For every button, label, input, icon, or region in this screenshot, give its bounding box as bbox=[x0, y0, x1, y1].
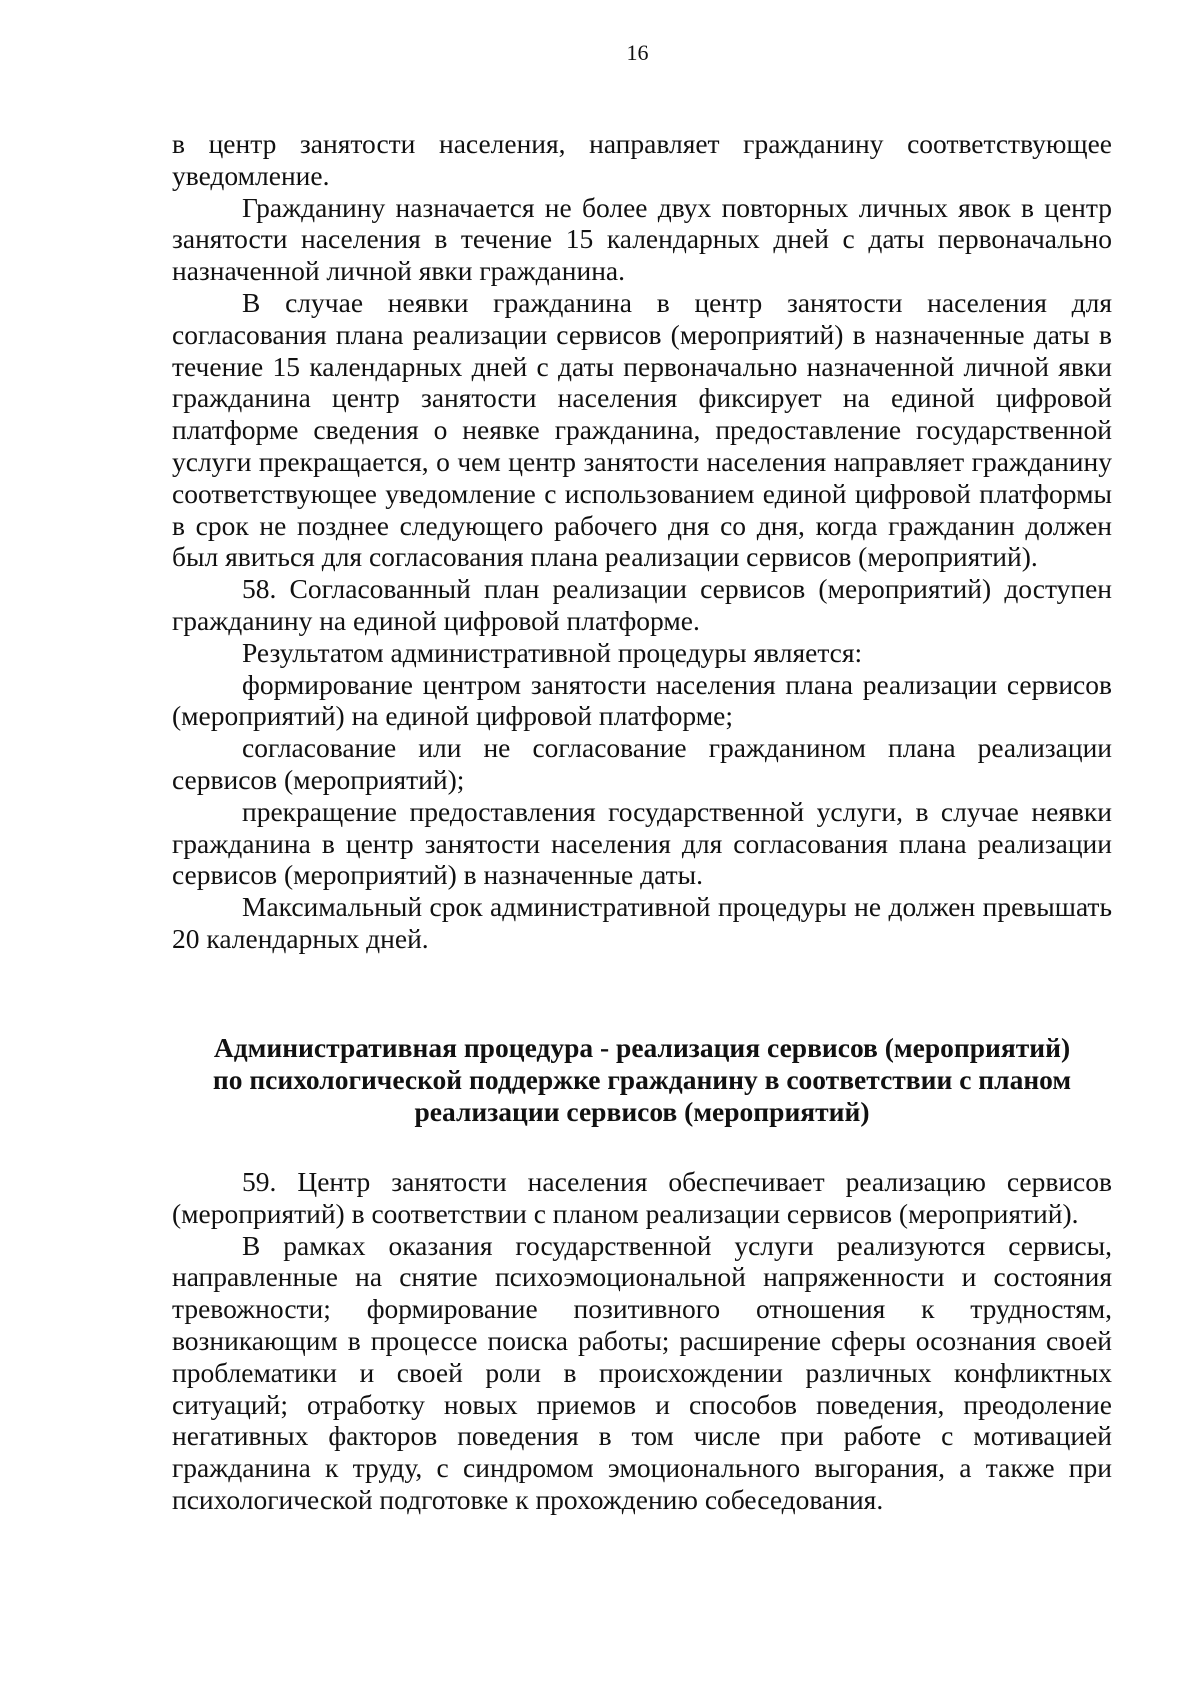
document-body-section-1 bbox=[172, 128, 1112, 955]
paragraph: В случае неявки гражданина в центр занятости населения для согласования плана реализации сервисов (мероприятий) в назначенные даты в течение 15 календарных дней с даты первоначально назначенной личной явки гражданина центр занятости населения фиксирует на единой цифровой платформе сведения о неявке гражданина, предоставление государственной услуги прекращается, о чем центр занятости населения направляет гражданину соответствующее уведомление с использованием единой цифровой платформы в срок не позднее следующего рабочего дня со дня, когда гражданин должен был явиться для согласования плана реализации сервисов (мероприятий). bbox=[172, 286, 1112, 573]
paragraph: в центр занятости населения, направляет гражданину соответствующее уведомление. bbox=[172, 128, 1112, 191]
paragraph: согласование или не согласование гражданином плана реализации сервисов (мероприятий); bbox=[172, 732, 1112, 795]
heading-line: реализации сервисов (мероприятий) bbox=[414, 1096, 870, 1127]
paragraph: формирование центром занятости населения плана реализации сервисов (мероприятий) на единой цифровой платформе; bbox=[172, 668, 1112, 732]
paragraph: Максимальный срок административной процедуры не должен превышать 20 календарных дней. bbox=[172, 891, 1112, 954]
heading-line: Административная процедура - реализация сервисов (мероприятий) bbox=[213, 1032, 1071, 1063]
paragraph: Гражданину назначается не более двух повторных личных явок в центр занятости населения в течение 15 календарных дней с даты первоначально назначенной личной явки гражданина. bbox=[172, 191, 1112, 287]
document-body-section-2 bbox=[172, 1166, 1112, 1516]
paragraph: 59. Центр занятости населения обеспечивает реализацию сервисов (мероприятий) в соответствии с планом реализации сервисов (мероприятий). bbox=[172, 1166, 1112, 1229]
paragraph: Результатом административной процедуры является: bbox=[242, 636, 863, 668]
section-heading bbox=[172, 1032, 1112, 1128]
paragraph: прекращение предоставления государственной услуги, в случае неявки гражданина в центр занятости населения для согласования плана реализации сервисов (мероприятий) в назначенные даты. bbox=[172, 795, 1112, 891]
heading-line: по психологической поддержке гражданину в соответствии с планом bbox=[212, 1064, 1072, 1095]
paragraph: В рамках оказания государственной услуги реализуются сервисы, направленные на снятие психоэмоциональной напряженности и состояния тревожности; формирование позитивного отношения к трудностям, возникающим в процессе поиска работы; расширение сферы осознания своей проблематики и своей роли в происхождении различных конфликтных ситуаций; отработку новых приемов и способов поведения, преодоление негативных факторов поведения в том числе при работе с мотивацией гражданина к труду, с синдромом эмоционального выгорания, а также при психологической подготовке к прохождению собеседования. bbox=[172, 1229, 1112, 1515]
paragraph: 58. Согласованный план реализации сервисов (мероприятий) доступен гражданину на единой цифровой платформе. bbox=[172, 573, 1112, 636]
page-number: 16 bbox=[626, 40, 649, 65]
